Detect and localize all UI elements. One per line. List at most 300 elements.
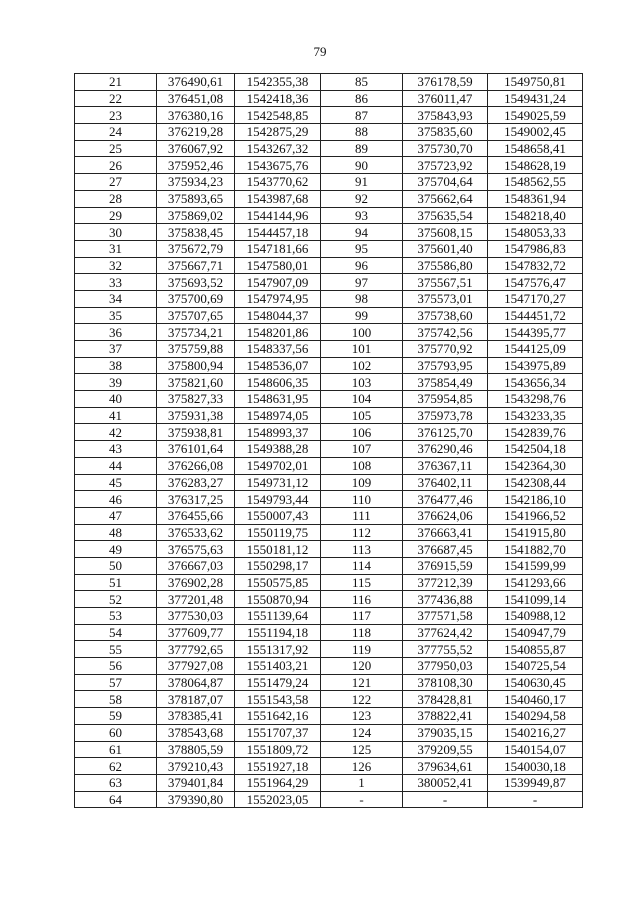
point-number-right: 125 bbox=[321, 741, 403, 758]
point-number-left: 38 bbox=[75, 357, 157, 374]
y-coordinate-left: 1550181,12 bbox=[235, 541, 321, 558]
x-coordinate-right: 377950,03 bbox=[403, 658, 488, 675]
y-coordinate-right: 1540294,58 bbox=[488, 708, 583, 725]
x-coordinate-right: 379035,15 bbox=[403, 724, 488, 741]
point-number-left: 26 bbox=[75, 157, 157, 174]
point-number-left: 33 bbox=[75, 274, 157, 291]
x-coordinate-left: 376380,16 bbox=[157, 107, 235, 124]
x-coordinate-right: 376290,46 bbox=[403, 441, 488, 458]
y-coordinate-left: 1548536,07 bbox=[235, 357, 321, 374]
point-number-right: 1 bbox=[321, 774, 403, 791]
point-number-right: 90 bbox=[321, 157, 403, 174]
y-coordinate-right: 1541599,99 bbox=[488, 557, 583, 574]
table-row bbox=[75, 691, 583, 708]
y-coordinate-left: 1542875,29 bbox=[235, 124, 321, 141]
point-number-left: 32 bbox=[75, 257, 157, 274]
y-coordinate-right: 1541882,70 bbox=[488, 541, 583, 558]
x-coordinate-right: 378822,41 bbox=[403, 708, 488, 725]
point-number-left: 24 bbox=[75, 124, 157, 141]
y-coordinate-left: 1549793,44 bbox=[235, 491, 321, 508]
x-coordinate-right: 380052,41 bbox=[403, 774, 488, 791]
table-row bbox=[75, 758, 583, 775]
x-coordinate-right: 375635,54 bbox=[403, 207, 488, 224]
point-number-right: 102 bbox=[321, 357, 403, 374]
x-coordinate-right: 375738,60 bbox=[403, 307, 488, 324]
y-coordinate-left: 1550007,43 bbox=[235, 507, 321, 524]
y-coordinate-left: 1551964,29 bbox=[235, 774, 321, 791]
table-row bbox=[75, 557, 583, 574]
y-coordinate-right: 1544125,09 bbox=[488, 341, 583, 358]
point-number-left: 34 bbox=[75, 290, 157, 307]
y-coordinate-left: 1548993,37 bbox=[235, 424, 321, 441]
point-number-left: 40 bbox=[75, 391, 157, 408]
x-coordinate-left: 376902,28 bbox=[157, 574, 235, 591]
x-coordinate-right: 375704,64 bbox=[403, 174, 488, 191]
point-number-right: 104 bbox=[321, 391, 403, 408]
x-coordinate-left: 375707,65 bbox=[157, 307, 235, 324]
point-number-left: 60 bbox=[75, 724, 157, 741]
point-number-left: 50 bbox=[75, 557, 157, 574]
x-coordinate-left: 379401,84 bbox=[157, 774, 235, 791]
x-coordinate-left: 378385,41 bbox=[157, 708, 235, 725]
point-number-right: 94 bbox=[321, 224, 403, 241]
table-row bbox=[75, 374, 583, 391]
x-coordinate-right: 376367,11 bbox=[403, 457, 488, 474]
table-row bbox=[75, 124, 583, 141]
x-coordinate-left: 375667,71 bbox=[157, 257, 235, 274]
y-coordinate-left: 1543987,68 bbox=[235, 190, 321, 207]
x-coordinate-right: 375843,93 bbox=[403, 107, 488, 124]
coordinates-table bbox=[74, 73, 583, 808]
point-number-right: 97 bbox=[321, 274, 403, 291]
point-number-left: 22 bbox=[75, 90, 157, 107]
y-coordinate-right: 1540030,18 bbox=[488, 758, 583, 775]
y-coordinate-right: 1542504,18 bbox=[488, 441, 583, 458]
y-coordinate-left: 1548631,95 bbox=[235, 391, 321, 408]
point-number-left: 55 bbox=[75, 641, 157, 658]
y-coordinate-right: 1541915,80 bbox=[488, 524, 583, 541]
x-coordinate-right: 376915,59 bbox=[403, 557, 488, 574]
point-number-left: 47 bbox=[75, 507, 157, 524]
table-row bbox=[75, 541, 583, 558]
y-coordinate-right: 1542839,76 bbox=[488, 424, 583, 441]
table-row bbox=[75, 658, 583, 675]
point-number-left: 28 bbox=[75, 190, 157, 207]
table-row bbox=[75, 107, 583, 124]
point-number-left: 62 bbox=[75, 758, 157, 775]
x-coordinate-right: 376178,59 bbox=[403, 74, 488, 91]
x-coordinate-right: 377436,88 bbox=[403, 591, 488, 608]
y-coordinate-left: 1551139,64 bbox=[235, 608, 321, 625]
x-coordinate-right: 378428,81 bbox=[403, 691, 488, 708]
table-row bbox=[75, 457, 583, 474]
x-coordinate-right: 375567,51 bbox=[403, 274, 488, 291]
point-number-left: 41 bbox=[75, 407, 157, 424]
table-row bbox=[75, 624, 583, 641]
x-coordinate-right: 375730,70 bbox=[403, 140, 488, 157]
y-coordinate-left: 1551927,18 bbox=[235, 758, 321, 775]
table-row bbox=[75, 524, 583, 541]
table-row bbox=[75, 507, 583, 524]
x-coordinate-left: 375938,81 bbox=[157, 424, 235, 441]
x-coordinate-left: 375931,38 bbox=[157, 407, 235, 424]
x-coordinate-left: 377530,03 bbox=[157, 608, 235, 625]
y-coordinate-right: 1547832,72 bbox=[488, 257, 583, 274]
point-number-right: 89 bbox=[321, 140, 403, 157]
point-number-left: 61 bbox=[75, 741, 157, 758]
point-number-right: 110 bbox=[321, 491, 403, 508]
y-coordinate-right: 1549431,24 bbox=[488, 90, 583, 107]
y-coordinate-left: 1547580,01 bbox=[235, 257, 321, 274]
x-coordinate-right: 375954,85 bbox=[403, 391, 488, 408]
y-coordinate-right: 1540630,45 bbox=[488, 674, 583, 691]
table-row bbox=[75, 391, 583, 408]
point-number-left: 51 bbox=[75, 574, 157, 591]
x-coordinate-right: 375608,15 bbox=[403, 224, 488, 241]
point-number-right: 126 bbox=[321, 758, 403, 775]
y-coordinate-left: 1547907,09 bbox=[235, 274, 321, 291]
table-row bbox=[75, 207, 583, 224]
table-row bbox=[75, 774, 583, 791]
x-coordinate-left: 378543,68 bbox=[157, 724, 235, 741]
table-row bbox=[75, 174, 583, 191]
y-coordinate-left: 1551479,24 bbox=[235, 674, 321, 691]
point-number-right: 109 bbox=[321, 474, 403, 491]
x-coordinate-right: 377212,39 bbox=[403, 574, 488, 591]
y-coordinate-right: 1547576,47 bbox=[488, 274, 583, 291]
table-row bbox=[75, 341, 583, 358]
point-number-left: 45 bbox=[75, 474, 157, 491]
point-number-right: 87 bbox=[321, 107, 403, 124]
x-coordinate-right: 375835,60 bbox=[403, 124, 488, 141]
coordinates-table-body bbox=[75, 74, 583, 808]
y-coordinate-right: 1541966,52 bbox=[488, 507, 583, 524]
x-coordinate-left: 376451,08 bbox=[157, 90, 235, 107]
y-coordinate-left: 1549388,28 bbox=[235, 441, 321, 458]
x-coordinate-right: - bbox=[403, 791, 488, 808]
y-coordinate-right: 1544395,77 bbox=[488, 324, 583, 341]
point-number-right: 92 bbox=[321, 190, 403, 207]
point-number-right: 113 bbox=[321, 541, 403, 558]
x-coordinate-left: 375700,69 bbox=[157, 290, 235, 307]
y-coordinate-right: 1543975,89 bbox=[488, 357, 583, 374]
y-coordinate-left: 1551642,16 bbox=[235, 708, 321, 725]
x-coordinate-right: 375854,49 bbox=[403, 374, 488, 391]
x-coordinate-left: 375827,33 bbox=[157, 391, 235, 408]
y-coordinate-left: 1544144,96 bbox=[235, 207, 321, 224]
y-coordinate-right: 1540855,87 bbox=[488, 641, 583, 658]
x-coordinate-left: 375672,79 bbox=[157, 240, 235, 257]
x-coordinate-right: 378108,30 bbox=[403, 674, 488, 691]
y-coordinate-right: 1543298,76 bbox=[488, 391, 583, 408]
point-number-left: 54 bbox=[75, 624, 157, 641]
table-row bbox=[75, 791, 583, 808]
y-coordinate-left: 1550298,17 bbox=[235, 557, 321, 574]
y-coordinate-left: 1547974,95 bbox=[235, 290, 321, 307]
y-coordinate-right: 1544451,72 bbox=[488, 307, 583, 324]
y-coordinate-left: 1548044,37 bbox=[235, 307, 321, 324]
point-number-right: 118 bbox=[321, 624, 403, 641]
point-number-right: 123 bbox=[321, 708, 403, 725]
table-row bbox=[75, 224, 583, 241]
y-coordinate-right: 1547986,83 bbox=[488, 240, 583, 257]
y-coordinate-left: 1551543,58 bbox=[235, 691, 321, 708]
y-coordinate-right: 1543656,34 bbox=[488, 374, 583, 391]
point-number-right: 85 bbox=[321, 74, 403, 91]
point-number-right: 96 bbox=[321, 257, 403, 274]
point-number-right: 115 bbox=[321, 574, 403, 591]
y-coordinate-right: 1549002,45 bbox=[488, 124, 583, 141]
point-number-left: 43 bbox=[75, 441, 157, 458]
point-number-left: 31 bbox=[75, 240, 157, 257]
point-number-left: 64 bbox=[75, 791, 157, 808]
table-row bbox=[75, 641, 583, 658]
x-coordinate-right: 379634,61 bbox=[403, 758, 488, 775]
table-row bbox=[75, 591, 583, 608]
y-coordinate-right: 1548218,40 bbox=[488, 207, 583, 224]
x-coordinate-left: 378187,07 bbox=[157, 691, 235, 708]
y-coordinate-right: 1542186,10 bbox=[488, 491, 583, 508]
x-coordinate-right: 376011,47 bbox=[403, 90, 488, 107]
x-coordinate-left: 376667,03 bbox=[157, 557, 235, 574]
table-row bbox=[75, 290, 583, 307]
point-number-right: 119 bbox=[321, 641, 403, 658]
table-row bbox=[75, 307, 583, 324]
x-coordinate-right: 376663,41 bbox=[403, 524, 488, 541]
y-coordinate-right: 1549750,81 bbox=[488, 74, 583, 91]
y-coordinate-left: 1548337,56 bbox=[235, 341, 321, 358]
table-row bbox=[75, 741, 583, 758]
point-number-right: 105 bbox=[321, 407, 403, 424]
table-row bbox=[75, 90, 583, 107]
x-coordinate-left: 377201,48 bbox=[157, 591, 235, 608]
y-coordinate-right: - bbox=[488, 791, 583, 808]
table-row bbox=[75, 574, 583, 591]
y-coordinate-left: 1551707,37 bbox=[235, 724, 321, 741]
point-number-right: 112 bbox=[321, 524, 403, 541]
x-coordinate-right: 375793,95 bbox=[403, 357, 488, 374]
point-number-left: 42 bbox=[75, 424, 157, 441]
y-coordinate-left: 1549702,01 bbox=[235, 457, 321, 474]
point-number-right: 91 bbox=[321, 174, 403, 191]
y-coordinate-left: 1550870,94 bbox=[235, 591, 321, 608]
x-coordinate-right: 377624,42 bbox=[403, 624, 488, 641]
point-number-left: 36 bbox=[75, 324, 157, 341]
y-coordinate-left: 1548201,86 bbox=[235, 324, 321, 341]
y-coordinate-right: 1540460,17 bbox=[488, 691, 583, 708]
y-coordinate-right: 1548562,55 bbox=[488, 174, 583, 191]
y-coordinate-left: 1550119,75 bbox=[235, 524, 321, 541]
y-coordinate-right: 1549025,59 bbox=[488, 107, 583, 124]
y-coordinate-left: 1551403,21 bbox=[235, 658, 321, 675]
x-coordinate-left: 377792,65 bbox=[157, 641, 235, 658]
x-coordinate-right: 375601,40 bbox=[403, 240, 488, 257]
x-coordinate-right: 375573,01 bbox=[403, 290, 488, 307]
x-coordinate-left: 375952,46 bbox=[157, 157, 235, 174]
x-coordinate-left: 379210,43 bbox=[157, 758, 235, 775]
x-coordinate-right: 377755,52 bbox=[403, 641, 488, 658]
x-coordinate-left: 376317,25 bbox=[157, 491, 235, 508]
x-coordinate-right: 376125,70 bbox=[403, 424, 488, 441]
y-coordinate-right: 1541293,66 bbox=[488, 574, 583, 591]
y-coordinate-left: 1542418,36 bbox=[235, 90, 321, 107]
point-number-right: 99 bbox=[321, 307, 403, 324]
point-number-right: 95 bbox=[321, 240, 403, 257]
table-row bbox=[75, 407, 583, 424]
x-coordinate-left: 376266,08 bbox=[157, 457, 235, 474]
point-number-left: 30 bbox=[75, 224, 157, 241]
x-coordinate-left: 375800,94 bbox=[157, 357, 235, 374]
point-number-left: 27 bbox=[75, 174, 157, 191]
point-number-left: 35 bbox=[75, 307, 157, 324]
x-coordinate-left: 376067,92 bbox=[157, 140, 235, 157]
x-coordinate-left: 376283,27 bbox=[157, 474, 235, 491]
point-number-left: 21 bbox=[75, 74, 157, 91]
table-row bbox=[75, 240, 583, 257]
y-coordinate-left: 1542548,85 bbox=[235, 107, 321, 124]
point-number-left: 48 bbox=[75, 524, 157, 541]
x-coordinate-right: 377571,58 bbox=[403, 608, 488, 625]
x-coordinate-left: 376455,66 bbox=[157, 507, 235, 524]
point-number-left: 44 bbox=[75, 457, 157, 474]
x-coordinate-left: 376219,28 bbox=[157, 124, 235, 141]
y-coordinate-right: 1542308,44 bbox=[488, 474, 583, 491]
x-coordinate-left: 375838,45 bbox=[157, 224, 235, 241]
point-number-right: 101 bbox=[321, 341, 403, 358]
page-number: 79 bbox=[313, 44, 327, 59]
point-number-right: 106 bbox=[321, 424, 403, 441]
x-coordinate-left: 379390,80 bbox=[157, 791, 235, 808]
y-coordinate-left: 1552023,05 bbox=[235, 791, 321, 808]
y-coordinate-right: 1539949,87 bbox=[488, 774, 583, 791]
point-number-right: 124 bbox=[321, 724, 403, 741]
point-number-right: 117 bbox=[321, 608, 403, 625]
y-coordinate-left: 1551194,18 bbox=[235, 624, 321, 641]
table-row bbox=[75, 190, 583, 207]
table-row bbox=[75, 674, 583, 691]
table-row bbox=[75, 274, 583, 291]
y-coordinate-left: 1543770,62 bbox=[235, 174, 321, 191]
x-coordinate-left: 375821,60 bbox=[157, 374, 235, 391]
point-number-left: 58 bbox=[75, 691, 157, 708]
x-coordinate-left: 375934,23 bbox=[157, 174, 235, 191]
y-coordinate-right: 1540988,12 bbox=[488, 608, 583, 625]
x-coordinate-right: 375586,80 bbox=[403, 257, 488, 274]
x-coordinate-left: 376490,61 bbox=[157, 74, 235, 91]
x-coordinate-right: 375723,92 bbox=[403, 157, 488, 174]
point-number-right: 93 bbox=[321, 207, 403, 224]
x-coordinate-left: 378064,87 bbox=[157, 674, 235, 691]
x-coordinate-left: 376575,63 bbox=[157, 541, 235, 558]
table-row bbox=[75, 608, 583, 625]
point-number-left: 56 bbox=[75, 658, 157, 675]
x-coordinate-right: 376687,45 bbox=[403, 541, 488, 558]
table-row bbox=[75, 491, 583, 508]
x-coordinate-left: 375693,52 bbox=[157, 274, 235, 291]
point-number-right: 88 bbox=[321, 124, 403, 141]
point-number-right: 121 bbox=[321, 674, 403, 691]
x-coordinate-left: 378805,59 bbox=[157, 741, 235, 758]
point-number-right: 86 bbox=[321, 90, 403, 107]
point-number-left: 57 bbox=[75, 674, 157, 691]
x-coordinate-left: 377927,08 bbox=[157, 658, 235, 675]
point-number-left: 46 bbox=[75, 491, 157, 508]
x-coordinate-left: 375893,65 bbox=[157, 190, 235, 207]
x-coordinate-left: 377609,77 bbox=[157, 624, 235, 641]
y-coordinate-right: 1540947,79 bbox=[488, 624, 583, 641]
x-coordinate-left: 375869,02 bbox=[157, 207, 235, 224]
point-number-left: 25 bbox=[75, 140, 157, 157]
table-row bbox=[75, 474, 583, 491]
y-coordinate-left: 1543267,32 bbox=[235, 140, 321, 157]
point-number-right: 114 bbox=[321, 557, 403, 574]
table-row bbox=[75, 74, 583, 91]
y-coordinate-left: 1547181,66 bbox=[235, 240, 321, 257]
table-row bbox=[75, 157, 583, 174]
y-coordinate-left: 1542355,38 bbox=[235, 74, 321, 91]
point-number-left: 53 bbox=[75, 608, 157, 625]
point-number-right: 98 bbox=[321, 290, 403, 307]
point-number-left: 29 bbox=[75, 207, 157, 224]
y-coordinate-right: 1543233,35 bbox=[488, 407, 583, 424]
x-coordinate-left: 375734,21 bbox=[157, 324, 235, 341]
y-coordinate-right: 1548053,33 bbox=[488, 224, 583, 241]
table-row bbox=[75, 441, 583, 458]
y-coordinate-right: 1540154,07 bbox=[488, 741, 583, 758]
point-number-left: 37 bbox=[75, 341, 157, 358]
y-coordinate-right: 1547170,27 bbox=[488, 290, 583, 307]
point-number-left: 49 bbox=[75, 541, 157, 558]
table-row bbox=[75, 257, 583, 274]
point-number-left: 59 bbox=[75, 708, 157, 725]
y-coordinate-left: 1543675,76 bbox=[235, 157, 321, 174]
y-coordinate-right: 1540216,27 bbox=[488, 724, 583, 741]
point-number-right: 100 bbox=[321, 324, 403, 341]
table-row bbox=[75, 357, 583, 374]
x-coordinate-left: 375759,88 bbox=[157, 341, 235, 358]
y-coordinate-left: 1544457,18 bbox=[235, 224, 321, 241]
y-coordinate-left: 1548606,35 bbox=[235, 374, 321, 391]
x-coordinate-right: 379209,55 bbox=[403, 741, 488, 758]
point-number-left: 23 bbox=[75, 107, 157, 124]
y-coordinate-right: 1548628,19 bbox=[488, 157, 583, 174]
y-coordinate-right: 1540725,54 bbox=[488, 658, 583, 675]
x-coordinate-left: 376533,62 bbox=[157, 524, 235, 541]
table-row bbox=[75, 708, 583, 725]
x-coordinate-right: 376402,11 bbox=[403, 474, 488, 491]
x-coordinate-right: 376477,46 bbox=[403, 491, 488, 508]
table-row bbox=[75, 424, 583, 441]
y-coordinate-right: 1548658,41 bbox=[488, 140, 583, 157]
y-coordinate-right: 1548361,94 bbox=[488, 190, 583, 207]
point-number-left: 39 bbox=[75, 374, 157, 391]
point-number-right: 122 bbox=[321, 691, 403, 708]
point-number-right: - bbox=[321, 791, 403, 808]
y-coordinate-left: 1551809,72 bbox=[235, 741, 321, 758]
x-coordinate-right: 375742,56 bbox=[403, 324, 488, 341]
y-coordinate-right: 1542364,30 bbox=[488, 457, 583, 474]
point-number-right: 103 bbox=[321, 374, 403, 391]
x-coordinate-right: 376624,06 bbox=[403, 507, 488, 524]
x-coordinate-right: 375770,92 bbox=[403, 341, 488, 358]
point-number-right: 108 bbox=[321, 457, 403, 474]
y-coordinate-left: 1548974,05 bbox=[235, 407, 321, 424]
point-number-left: 52 bbox=[75, 591, 157, 608]
table-row bbox=[75, 724, 583, 741]
y-coordinate-left: 1549731,12 bbox=[235, 474, 321, 491]
x-coordinate-left: 376101,64 bbox=[157, 441, 235, 458]
table-row bbox=[75, 140, 583, 157]
